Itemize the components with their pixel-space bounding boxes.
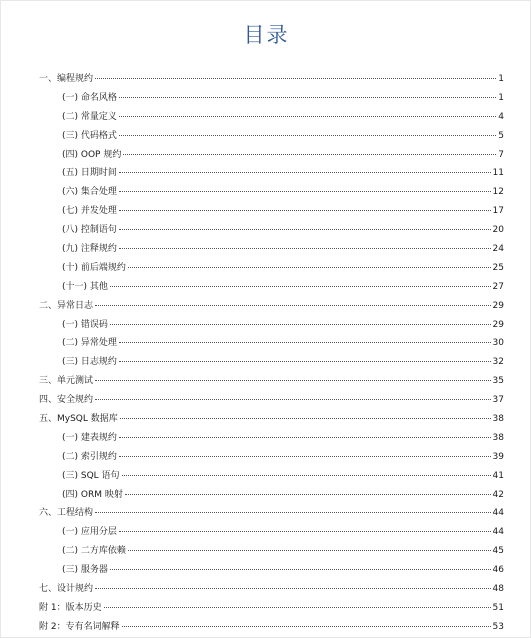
toc-page-number: 48 (492, 584, 504, 595)
toc-entry[interactable] (39, 504, 504, 523)
toc-entry-label: (一) 应用分层 (62, 527, 117, 538)
toc-page-number: 53 (492, 621, 504, 632)
table-of-contents (39, 70, 504, 637)
toc-entry-label: (十一) 其他 (62, 281, 108, 292)
toc-subentry[interactable] (39, 127, 504, 146)
toc-subentry[interactable] (39, 164, 504, 183)
dot-leader (119, 361, 491, 362)
toc-entry-label: (一) 错误码 (62, 319, 108, 330)
toc-page-number: 37 (492, 395, 504, 406)
dot-leader (125, 494, 491, 495)
toc-subentry[interactable] (39, 221, 504, 240)
toc-entry-label: (六) 集合处理 (62, 187, 117, 198)
toc-subentry[interactable] (39, 146, 504, 165)
toc-page-number: 45 (492, 546, 504, 557)
toc-page-number: 42 (492, 489, 504, 500)
toc-subentry[interactable] (39, 542, 504, 561)
dot-leader (104, 607, 491, 608)
toc-page-number: 38 (492, 432, 504, 443)
dot-leader (119, 248, 491, 249)
toc-entry-label: 四、安全规约 (39, 395, 94, 406)
toc-entry-label: 六、工程结构 (39, 508, 94, 519)
toc-entry-label: (四) OOP 规约 (62, 149, 122, 160)
toc-entry-label: (八) 控制语句 (62, 225, 117, 236)
toc-entry[interactable] (39, 410, 504, 429)
toc-page-number: 46 (492, 565, 504, 576)
toc-subentry[interactable] (39, 486, 504, 505)
dot-leader (120, 418, 491, 419)
toc-entry-label: (二) 常量定义 (62, 111, 117, 122)
toc-page-number: 24 (492, 244, 504, 255)
toc-subentry[interactable] (39, 523, 504, 542)
toc-page-number: 44 (492, 508, 504, 519)
toc-page-number: 20 (492, 225, 504, 236)
toc-page-number: 7 (498, 149, 504, 160)
toc-subentry[interactable] (39, 108, 504, 127)
toc-page-number: 25 (492, 262, 504, 273)
toc-entry-label: 附 1：版本历史 (39, 602, 102, 613)
toc-entry-label: (九) 注释规约 (62, 244, 117, 255)
toc-entry-label: (二) 索引规约 (62, 451, 117, 462)
dot-leader (119, 97, 496, 98)
toc-entry[interactable] (39, 372, 504, 391)
toc-page-number: 35 (492, 376, 504, 387)
toc-entry-label: (二) 异常处理 (62, 338, 117, 349)
toc-entry-label: (五) 日期时间 (62, 168, 117, 179)
toc-entry-label: 七、设计规约 (39, 584, 94, 595)
dot-leader (119, 135, 496, 136)
dot-leader (110, 324, 491, 325)
toc-page-number: 51 (492, 602, 504, 613)
toc-subentry[interactable] (39, 183, 504, 202)
dot-leader (122, 626, 491, 627)
dot-leader (95, 512, 491, 513)
toc-title: 目录 (243, 23, 290, 47)
dot-leader (119, 229, 491, 230)
dot-leader (95, 305, 491, 306)
dot-leader (119, 437, 491, 438)
toc-entry[interactable] (39, 297, 504, 316)
toc-page-number: 17 (492, 206, 504, 217)
dot-leader (119, 210, 491, 211)
toc-subentry[interactable] (39, 429, 504, 448)
dot-leader (119, 456, 491, 457)
toc-page-number: 1 (498, 74, 504, 84)
toc-subentry[interactable] (39, 334, 504, 353)
toc-entry[interactable] (39, 70, 504, 89)
toc-page-number: 1 (498, 92, 504, 103)
dot-leader (122, 475, 491, 476)
toc-subentry[interactable] (39, 316, 504, 335)
dot-leader (119, 531, 491, 532)
dot-leader (128, 267, 491, 268)
toc-page-number: 30 (492, 338, 504, 349)
dot-leader (123, 154, 496, 155)
toc-page-number: 27 (492, 281, 504, 292)
toc-subentry[interactable] (39, 467, 504, 486)
toc-page-number: 38 (492, 414, 504, 425)
toc-entry-label: 附 2：专有名词解释 (39, 621, 120, 632)
dot-leader (119, 342, 491, 343)
toc-entry-label: 二、异常日志 (39, 300, 94, 311)
dot-leader (95, 399, 491, 400)
toc-page-number: 12 (492, 187, 504, 198)
toc-subentry[interactable] (39, 89, 504, 108)
toc-subentry[interactable] (39, 448, 504, 467)
toc-subentry[interactable] (39, 278, 504, 297)
toc-entry-label: (七) 并发处理 (62, 206, 117, 217)
toc-entry-label: (四) ORM 映射 (62, 489, 123, 500)
toc-entry[interactable] (39, 580, 504, 599)
dot-leader (95, 380, 491, 381)
toc-entry[interactable] (39, 618, 504, 637)
toc-entry-label: (一) 命名风格 (62, 92, 117, 103)
dot-leader (128, 550, 491, 551)
toc-page-number: 29 (492, 300, 504, 311)
toc-entry[interactable] (39, 391, 504, 410)
dot-leader (110, 286, 491, 287)
toc-page-number: 41 (492, 470, 504, 481)
toc-page-number: 39 (492, 451, 504, 462)
toc-entry-label: (二) 二方库依赖 (62, 546, 126, 557)
dot-leader (119, 172, 491, 173)
toc-page-number: 44 (492, 527, 504, 538)
toc-subentry[interactable] (39, 202, 504, 221)
toc-entry[interactable] (39, 599, 504, 618)
toc-entry-label: (三) 服务器 (62, 565, 108, 576)
toc-entry-label: 三、单元测试 (39, 376, 94, 387)
toc-entry-label: (三) 日志规约 (62, 357, 117, 368)
toc-entry-label: (三) 代码格式 (62, 130, 117, 141)
toc-subentry[interactable] (39, 353, 504, 372)
dot-leader (110, 569, 491, 570)
toc-entry-label: (三) SQL 语句 (62, 470, 120, 481)
toc-subentry[interactable] (39, 240, 504, 259)
dot-leader (95, 588, 491, 589)
toc-subentry[interactable] (39, 561, 504, 580)
toc-entry-label: 一、编程规约 (39, 74, 94, 84)
dot-leader (119, 116, 496, 117)
dot-leader (95, 78, 496, 79)
toc-entry-label: 五、MySQL 数据库 (39, 414, 118, 425)
toc-page-number: 11 (492, 168, 504, 179)
dot-leader (119, 191, 491, 192)
toc-entry-label: (十) 前后端规约 (62, 262, 126, 273)
toc-subentry[interactable] (39, 259, 504, 278)
toc-page-number: 32 (492, 357, 504, 368)
toc-page-number: 4 (498, 111, 504, 122)
toc-page-number: 5 (498, 130, 504, 141)
toc-page-number: 29 (492, 319, 504, 330)
toc-entry-label: (一) 建表规约 (62, 432, 117, 443)
